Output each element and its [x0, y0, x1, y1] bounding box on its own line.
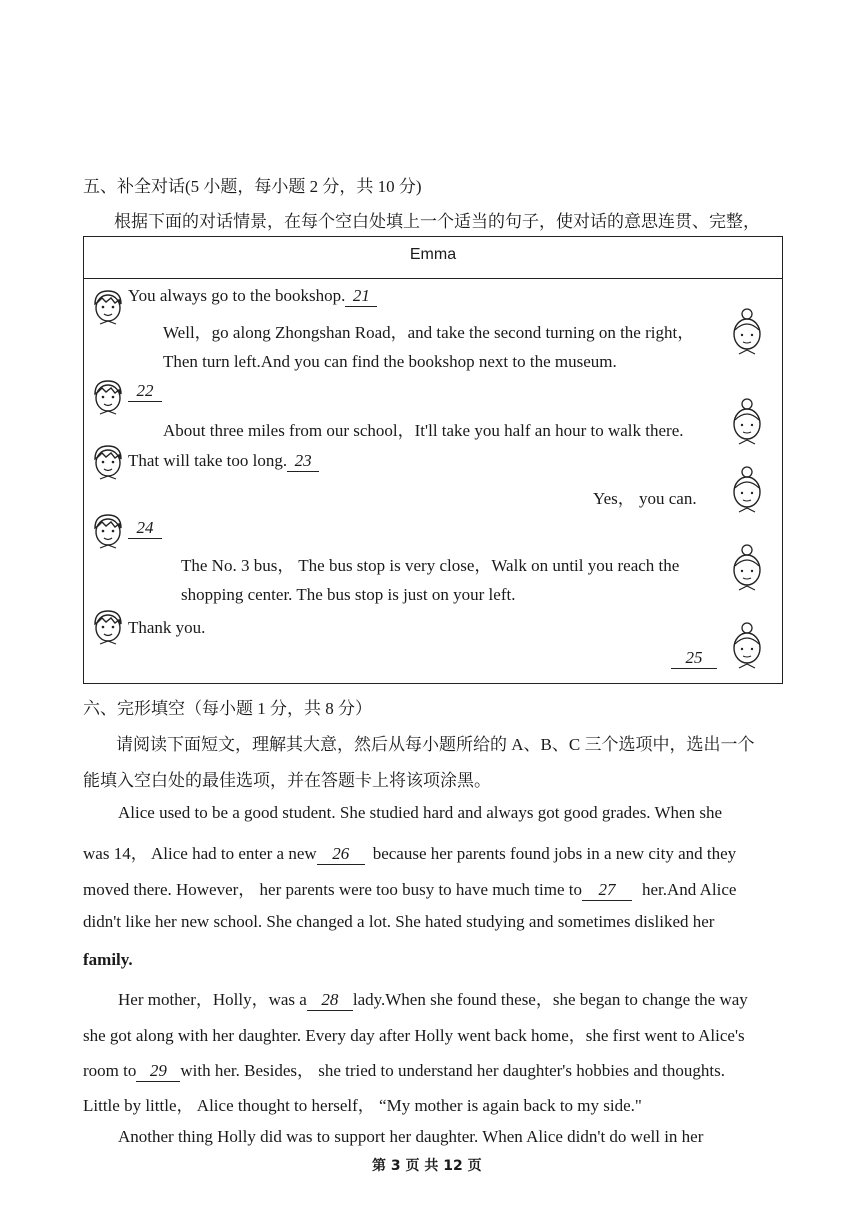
dialog-line: shopping center. The bus stop is just on your left.	[181, 585, 516, 604]
passage-line: Alice used to be a good student. She studied hard and always got good grades. When she	[118, 803, 722, 822]
passage-text: Her mother，Holly，was a	[118, 990, 307, 1009]
passage-text: was 14， Alice had to enter a new	[83, 844, 317, 863]
passage-line: she got along with her daughter. Every day after Holly went back home，she first went to Alice's	[83, 1026, 745, 1045]
girl-avatar-icon	[729, 620, 765, 672]
dialog-line	[128, 286, 377, 307]
girl-avatar-icon	[729, 542, 765, 594]
passage-text: room to	[83, 1061, 137, 1080]
girl-avatar-icon	[729, 396, 765, 448]
boy-avatar-icon	[91, 512, 125, 552]
section-6-instruction: 能填入空白处的最佳选项，并在答题卡上将该项涂黑。	[83, 771, 491, 790]
dialog-line	[128, 518, 162, 539]
passage-text: with her. Besides， she tried to understand her daughter's hobbies and thoughts.	[180, 1061, 725, 1080]
passage-line	[118, 985, 823, 1011]
cloze-blank[interactable]: 28	[307, 990, 353, 1011]
passage-line: Little by little， Alice thought to herself， “My mother is again back to my side."	[83, 1096, 642, 1115]
passage-line: family.	[83, 950, 133, 969]
passage-line	[83, 875, 788, 901]
passage-text: moved there. However， her parents were too busy to have much time to	[83, 880, 582, 899]
passage-line: Another thing Holly did was to support her daughter. When Alice didn't do well in her	[118, 1127, 704, 1146]
passage-line	[83, 839, 788, 865]
dialog-line: Yes， you can.	[593, 489, 697, 508]
boy-avatar-icon	[91, 443, 125, 483]
passage-text: lady.When she found these，she began to change the way	[352, 990, 748, 1009]
dialog-text: That will take too long.	[128, 451, 288, 470]
dialog-header: Emma	[84, 237, 782, 279]
section-6-instruction: 请阅读下面短文，理解其大意，然后从每小题所给的 A、B、C 三个选项中，选出一个	[116, 735, 755, 754]
answer-blank[interactable]: 21	[345, 286, 377, 307]
dialog-text: You always go to the bookshop.	[128, 286, 346, 305]
cloze-blank[interactable]: 29	[136, 1061, 180, 1082]
section-6-title: 六、完形填空（每小题 1 分，共 8 分）	[83, 699, 372, 718]
passage-text: her.And Alice	[642, 880, 737, 899]
girl-avatar-icon	[729, 306, 765, 358]
boy-avatar-icon	[91, 288, 125, 328]
cloze-blank[interactable]: 27	[582, 880, 632, 901]
section-5-instruction: 根据下面的对话情景，在每个空白处填上一个适当的句子，使对话的意思连贯、完整，	[114, 212, 760, 231]
passage-line	[83, 1056, 788, 1082]
dialog-line	[128, 451, 319, 472]
dialog-line: About three miles from our school，It'll take you half an hour to walk there.	[163, 421, 684, 440]
girl-avatar-icon	[729, 464, 765, 516]
dialog-line: Thank you.	[128, 618, 206, 637]
passage-text: because her parents found jobs in a new city and they	[372, 844, 737, 863]
answer-blank[interactable]: 24	[128, 518, 162, 539]
answer-blank[interactable]: 23	[287, 451, 319, 472]
section-5-title: 五、补全对话(5 小题，每小题 2 分，共 10 分)	[83, 177, 422, 196]
dialog-line: Well，go along Zhongshan Road，and take the second turning on the right，	[163, 323, 695, 342]
passage-line: didn't like her new school. She changed a lot. She hated studying and sometimes disliked her	[83, 912, 715, 931]
cloze-blank[interactable]: 26	[317, 844, 365, 865]
dialog-line: Then turn left.And you can find the bookshop next to the museum.	[163, 352, 617, 371]
answer-blank[interactable]: 25	[671, 648, 717, 669]
boy-avatar-icon	[91, 608, 125, 648]
boy-avatar-icon	[91, 378, 125, 418]
page-number: 第 3 页 共 12 页	[372, 1158, 482, 1174]
dialog-line: The No. 3 bus， The bus stop is very close，Walk on until you reach the	[181, 556, 680, 575]
dialog-line	[128, 381, 162, 402]
answer-blank[interactable]: 22	[128, 381, 162, 402]
dialog-line	[671, 648, 717, 669]
